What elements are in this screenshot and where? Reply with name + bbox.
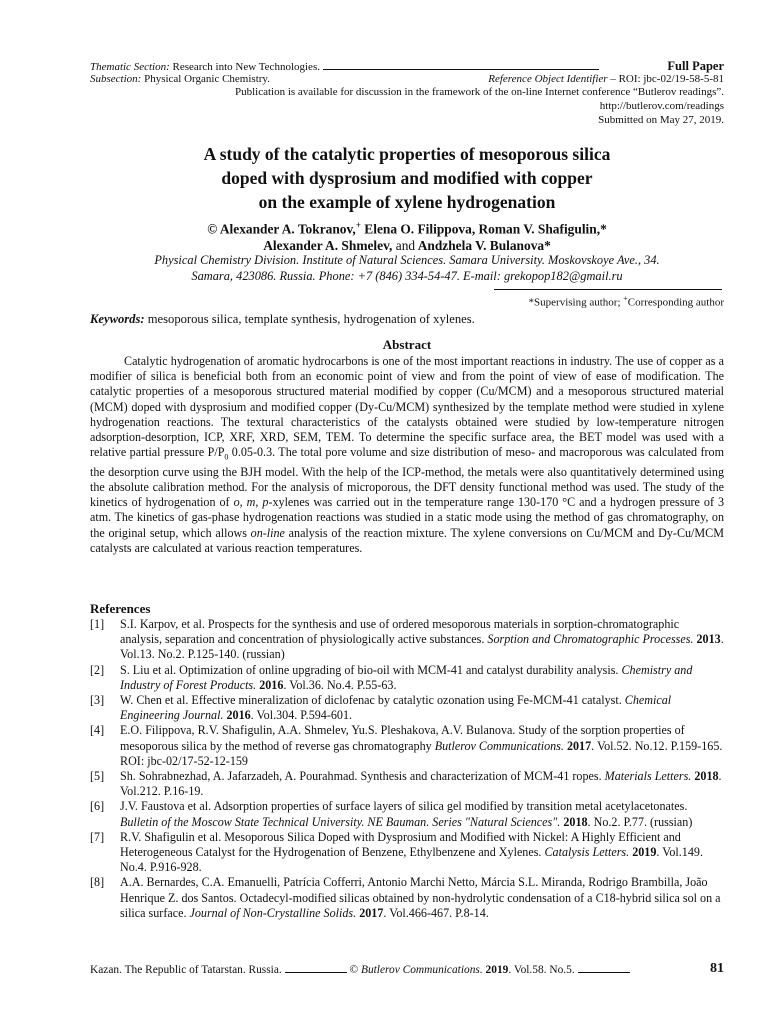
footer-location: Kazan. The Republic of Tatarstan. Russia. xyxy=(90,964,282,976)
keywords-label: Keywords: xyxy=(90,312,145,326)
reference-number: [1] xyxy=(90,617,105,631)
keywords xyxy=(90,312,724,327)
roi-value: – ROI: jbc-02/19-58-5-81 xyxy=(610,73,724,85)
thematic-label: Thematic Section: xyxy=(90,61,170,73)
roi-label: Reference Object Identifier xyxy=(488,73,608,85)
affiliation-line-2: Samara, 423086. Russia. Phone: +7 (846) 334-54-47. E-mail: grekopop182@gmail.ru xyxy=(191,268,623,283)
paper-title xyxy=(90,142,724,214)
reference-item xyxy=(90,693,724,723)
reference-number: [7] xyxy=(90,829,105,844)
abstract-subscript: 0 xyxy=(224,452,229,462)
paper-type: Full Paper xyxy=(667,59,724,73)
abstract-text-2: 0.05-0.3. The total pore volume and size distribution of meso- and macroporous was calculated from the desorption curve using the BJH model. With the help of the ICP-method, the metals were also quantitatively determined using the absolute calibration method. For the analysis of microporous, the DFT density functional method was used. The study of the kinetics of hydrogenation of xyxy=(90,445,724,510)
reference-year: 2017 xyxy=(359,905,384,920)
reference-text: R.V. Shafigulin et al. Mesoporous Silica Doped with Dysprosium and Modified with Nickel: A Highly Efficient and Heterogeneous Catalyst for the Hydrogenation of Benzene, Ethylbenzene and Xylenes. xyxy=(120,829,681,860)
affiliation-line-1: Physical Chemistry Division. Institute of Natural Sciences. Samara University. Moskovskoye Ave., 34. xyxy=(154,253,660,267)
abstract-italic-online: on-line xyxy=(250,525,285,540)
reference-item xyxy=(90,617,724,663)
author-line-2 xyxy=(90,237,724,254)
header-thematic-line xyxy=(90,60,724,74)
reference-text: A.A. Bernardes, C.A. Emanuelli, Patrícia Cofferri, Antonio Marchi Netto, Márcia S.L. Miranda, Rodrigo Brambilla, João Henrique Z. dos Santos. Octadecyl-modified silicas obtained by non-hydrolytic condensation of a C18-hybrid silica sol on a silica surface. xyxy=(120,875,721,920)
reference-details: . Vol.466-467. P.8-14. xyxy=(383,905,489,920)
roi xyxy=(488,73,724,86)
references-heading: References xyxy=(90,601,151,616)
title-line-1: A study of the catalytic properties of mesoporous silica xyxy=(203,144,611,164)
reference-journal: Chemistry and Industry of Forest Products. xyxy=(120,662,693,692)
footer-rule-right xyxy=(578,963,630,973)
footer-copyright: © xyxy=(349,964,359,976)
footer-journal: Butlerov Communications. xyxy=(360,964,483,976)
reference-text: J.V. Faustova et al. Adsorption properties of surface layers of silica gel modified by transition metal acetylacetonates. xyxy=(120,799,688,814)
reference-text: S.I. Karpov, et al. Prospects for the synthesis and use of ordered mesoporous materials in sorption-chromatographic analysis, separation and concentration of physiologically active substances. xyxy=(120,617,680,647)
abstract-body xyxy=(90,354,724,556)
abstract-text-1: Catalytic hydrogenation of aromatic hydrocarbons is one of the most important reactions in industry. The use of copper as a modifier of silica is beneficial both from an economic point of view and from the point of view of ease of modification. The catalytic properties of a mesoporous structured material modified by copper (Cu/MCM) and a mesoporous structured material (MCM) doped with dysprosium and modified copper (Dy-Cu/MCM) synthesized by the template method were studied in xylene hydrogenation reactions. The textural characteristics of the catalysts obtained were studied by low-temperature nitrogen adsorption-desorption, ICP, XRF, XRD, SEM, TEM. To determine the specific surface area, the BET model was used with a relative partial pressure P/P xyxy=(90,354,724,460)
reference-number: [5] xyxy=(90,769,105,784)
reference-year: 2013 xyxy=(696,632,721,647)
reference-item xyxy=(90,799,724,829)
subsection-label: Subsection: xyxy=(90,73,142,85)
author-line-1 xyxy=(90,217,724,237)
corresponding-sup: + xyxy=(623,294,628,303)
reference-journal: Butlerov Communications. xyxy=(434,738,564,753)
abstract-italic-xylene: o, m, p xyxy=(233,495,269,510)
author-note-rule xyxy=(494,289,722,290)
submitted-date: Submitted on May 27, 2019. xyxy=(598,114,724,126)
reference-number: [2] xyxy=(90,662,105,677)
reference-year: 2017 xyxy=(566,738,592,753)
reference-details: . Vol.149. No.4. P.916-928. xyxy=(120,845,703,875)
reference-journal: Journal of Non-Crystalline Solids. xyxy=(189,905,357,920)
reference-item xyxy=(90,769,724,799)
author-5: Andzhela V. Bulanova* xyxy=(417,238,551,254)
affiliation xyxy=(90,253,724,284)
abstract-paragraph xyxy=(90,354,724,556)
reference-journal: Chemical Engineering Journal. xyxy=(120,693,672,723)
reference-item xyxy=(90,663,724,693)
reference-text: W. Chen et al. Effective mineralization of diclofenac by catalytic ozonation using Fe-MCM-41 catalyst. xyxy=(120,693,625,708)
reference-year: 2018 xyxy=(563,814,588,829)
keywords-text: mesoporous silica, template synthesis, hydrogenation of xylenes. xyxy=(147,312,475,326)
reference-text: E.O. Filippova, R.V. Shafigulin, A.A. Shmelev, Yu.S. Pleshakova, A.V. Bulanova. Study of the sorption properties of mesoporous silica by the method of reverse gas chromatography xyxy=(120,723,685,753)
reference-journal: Sorption and Chromatographic Processes. xyxy=(487,632,694,647)
reference-journal: Bulletin of the Moscow State Technical University. NE Bauman. Series "Natural Sciences". xyxy=(120,814,561,829)
author-1: Alexander A. Tokranov, xyxy=(219,221,356,237)
reference-item xyxy=(90,830,724,876)
reference-details: . No.2. P.77. (russian) xyxy=(587,814,693,829)
reference-text: Sh. Sohrabnezhad, A. Jafarzadeh, A. Pourahmad. Synthesis and characterization of MCM-41 ropes. xyxy=(120,769,605,784)
reference-year: 2016 xyxy=(259,677,284,692)
corresponding-mark: + xyxy=(355,220,361,230)
reference-number: [3] xyxy=(90,693,105,708)
page-footer xyxy=(90,963,724,976)
subsection-value: Physical Organic Chemistry. xyxy=(144,73,270,85)
abstract-text-4: analysis of the reaction mixture. The xylene conversions on Cu/MCM and Dy-Cu/MCM catalysts are calculated at various reaction temperatures. xyxy=(90,525,724,555)
reference-details: . Vol.212. P.16-19. xyxy=(120,769,722,799)
title-line-3: on the example of xylene hydrogenation xyxy=(258,192,556,212)
reference-details: . Vol.304. P.594-601. xyxy=(250,708,353,723)
readings-url: http://butlerov.com/readings xyxy=(599,100,724,112)
abstract-heading: Abstract xyxy=(382,337,432,352)
reference-details: . Vol.52. No.12. P.159-165. ROI: jbc-02/17-52-12-159 xyxy=(120,738,723,768)
title-line-2: doped with dysprosium and modified with copper xyxy=(221,168,593,188)
copyright-symbol: © xyxy=(207,221,218,237)
reference-item xyxy=(90,723,724,769)
corresponding-note: Corresponding author xyxy=(627,296,724,309)
reference-text: S. Liu et al. Optimization of online upgrading of bio-oil with MCM-41 and catalyst durability analysis. xyxy=(120,662,622,677)
reference-number: [6] xyxy=(90,799,105,814)
reference-year: 2018 xyxy=(694,769,719,784)
reference-item xyxy=(90,875,724,921)
author-note xyxy=(90,294,724,309)
author-4: Alexander A. Shmelev, xyxy=(263,238,393,254)
reference-journal: Catalysis Letters. xyxy=(544,845,630,860)
and-word: and xyxy=(395,238,416,254)
references-list xyxy=(90,617,724,921)
reference-number: [8] xyxy=(90,875,105,890)
reference-details: . Vol.36. No.4. P.55-63. xyxy=(283,677,397,692)
page-number: 81 xyxy=(710,961,724,976)
authors-2-3: Elena O. Filippova, Roman V. Shafigulin,* xyxy=(364,221,607,237)
footer-rule-left xyxy=(285,963,347,973)
reference-journal: Materials Letters. xyxy=(604,769,692,784)
footer-year: 2019 xyxy=(485,964,509,976)
author-list xyxy=(90,217,724,254)
reference-number: [4] xyxy=(90,723,105,738)
footer-volume: . Vol.58. No.5. xyxy=(508,964,575,976)
reference-year: 2019 xyxy=(632,845,657,860)
discussion-note: Publication is available for discussion in the framework of the on-line Internet conference “Butlerov readings”. xyxy=(234,86,724,98)
reference-year: 2016 xyxy=(226,708,251,723)
supervising-note: *Supervising author; xyxy=(528,296,621,309)
thematic-value: Research into New Technologies. xyxy=(172,61,320,73)
header-rule xyxy=(323,60,599,70)
abstract-text-3: -xylenes was carried out in the temperature range 130-170 °C and a hydrogen pressure of 3 atm. The kinetics of gas-phase hydrogenation reactions was studied in a static mode using the method of gas chromatography, on the original setup, which allows xyxy=(90,495,725,540)
header-subsection-line xyxy=(90,73,724,86)
reference-details: . Vol.13. No.2. P.125-140. (russian) xyxy=(120,632,724,662)
